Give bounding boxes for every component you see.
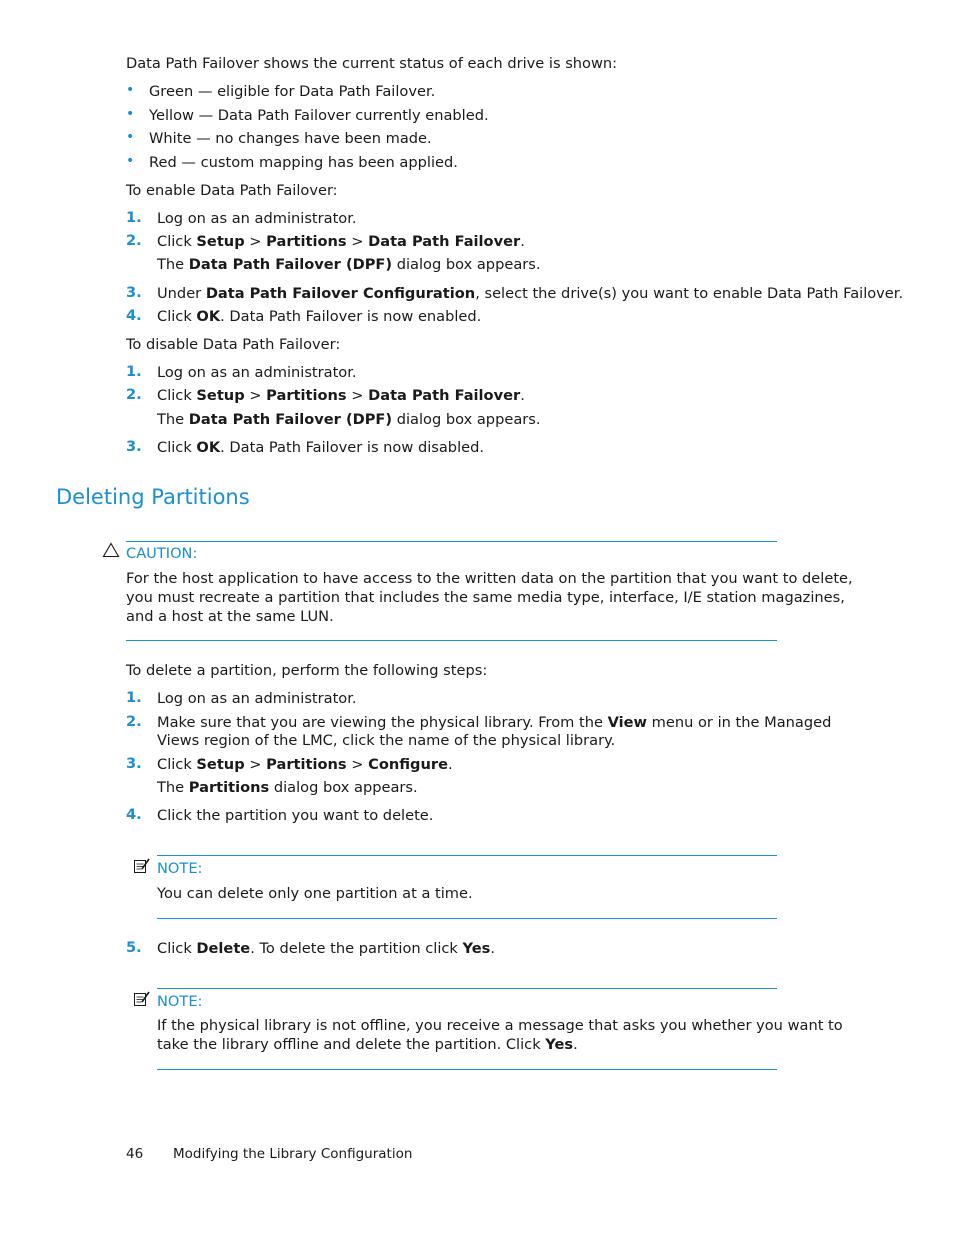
- disable-step-2-result: The Data Path Failover (DPF) dialog box appears.: [157, 411, 541, 428]
- delete-step-1: Log on as an administrator.: [157, 690, 357, 707]
- note-1-top-rule: [157, 855, 777, 856]
- disable-step-1: Log on as an administrator.: [157, 364, 357, 381]
- caution-text-line-1: For the host application to have access to the written data on the partition that you want to delete,: [126, 570, 853, 587]
- step-number: 1.: [126, 363, 142, 380]
- disable-step-2: Click Setup > Partitions > Data Path Failover.: [157, 387, 525, 404]
- status-bullet-green: Green — eligible for Data Path Failover.: [149, 83, 436, 100]
- enable-step-1: Log on as an administrator.: [157, 210, 357, 227]
- caution-label: CAUTION:: [126, 545, 198, 562]
- enable-step-4: Click OK. Data Path Failover is now enabled.: [157, 308, 482, 325]
- delete-step-5: Click Delete. To delete the partition click Yes.: [157, 940, 495, 957]
- disable-step-3: Click OK. Data Path Failover is now disabled.: [157, 439, 485, 456]
- note-pencil-icon: [133, 857, 151, 875]
- delete-step-2: Make sure that you are viewing the physical library. From the View menu or in the Managed: [157, 714, 832, 731]
- caution-triangle-icon: [102, 542, 120, 558]
- step-number: 4.: [126, 806, 142, 823]
- step-number: 2.: [126, 713, 142, 730]
- note-pencil-icon: [133, 990, 151, 1008]
- step-number: 3.: [126, 755, 142, 772]
- note-1-bottom-rule: [157, 918, 777, 919]
- step-number: 2.: [126, 386, 142, 403]
- bullet-marker: •: [126, 129, 135, 145]
- bullet-marker: •: [126, 153, 135, 169]
- note-2-text-line-2: take the library offline and delete the partition. Click Yes.: [157, 1036, 578, 1053]
- step-number: 4.: [126, 307, 142, 324]
- step-number: 2.: [126, 232, 142, 249]
- caution-text-line-3: and a host at the same LUN.: [126, 608, 334, 625]
- step-number: 1.: [126, 209, 142, 226]
- caution-top-rule: [126, 541, 777, 542]
- note-2-bottom-rule: [157, 1069, 777, 1070]
- status-bullet-white: White — no changes have been made.: [149, 130, 432, 147]
- delete-step-3-result: The Partitions dialog box appears.: [157, 779, 418, 796]
- step-number: 5.: [126, 939, 142, 956]
- delete-step-2-line-2: Views region of the LMC, click the name of the physical library.: [157, 732, 616, 749]
- page-number: 46: [126, 1146, 144, 1162]
- enable-step-3: Under Data Path Failover Configuration, select the drive(s) you want to enable Data Path Failover.: [157, 285, 904, 302]
- note-2-label: NOTE:: [157, 993, 203, 1010]
- enable-step-2: Click Setup > Partitions > Data Path Failover.: [157, 233, 525, 250]
- note-2-text-line-1: If the physical library is not offline, you receive a message that asks you whether you want to: [157, 1017, 843, 1034]
- disable-intro: To disable Data Path Failover:: [126, 336, 341, 353]
- delete-step-3: Click Setup > Partitions > Configure.: [157, 756, 453, 773]
- bullet-marker: •: [126, 82, 135, 98]
- footer-chapter-title: Modifying the Library Configuration: [173, 1146, 413, 1162]
- section-heading: Deleting Partitions: [56, 485, 250, 509]
- caution-text-line-2: you must recreate a partition that includes the same media type, interface, I/E station magazines,: [126, 589, 845, 606]
- enable-intro: To enable Data Path Failover:: [126, 182, 338, 199]
- delete-intro: To delete a partition, perform the following steps:: [126, 662, 488, 679]
- step-number: 3.: [126, 438, 142, 455]
- delete-step-4: Click the partition you want to delete.: [157, 807, 434, 824]
- status-intro: Data Path Failover shows the current status of each drive is shown:: [126, 55, 618, 72]
- status-bullet-yellow: Yellow — Data Path Failover currently enabled.: [149, 107, 489, 124]
- step-number: 3.: [126, 284, 142, 301]
- bullet-marker: •: [126, 106, 135, 122]
- note-1-label: NOTE:: [157, 860, 203, 877]
- note-1-text: You can delete only one partition at a time.: [157, 885, 473, 902]
- enable-step-2-result: The Data Path Failover (DPF) dialog box appears.: [157, 256, 541, 273]
- note-2-top-rule: [157, 988, 777, 989]
- step-number: 1.: [126, 689, 142, 706]
- status-bullet-red: Red — custom mapping has been applied.: [149, 154, 458, 171]
- caution-bottom-rule: [126, 640, 777, 641]
